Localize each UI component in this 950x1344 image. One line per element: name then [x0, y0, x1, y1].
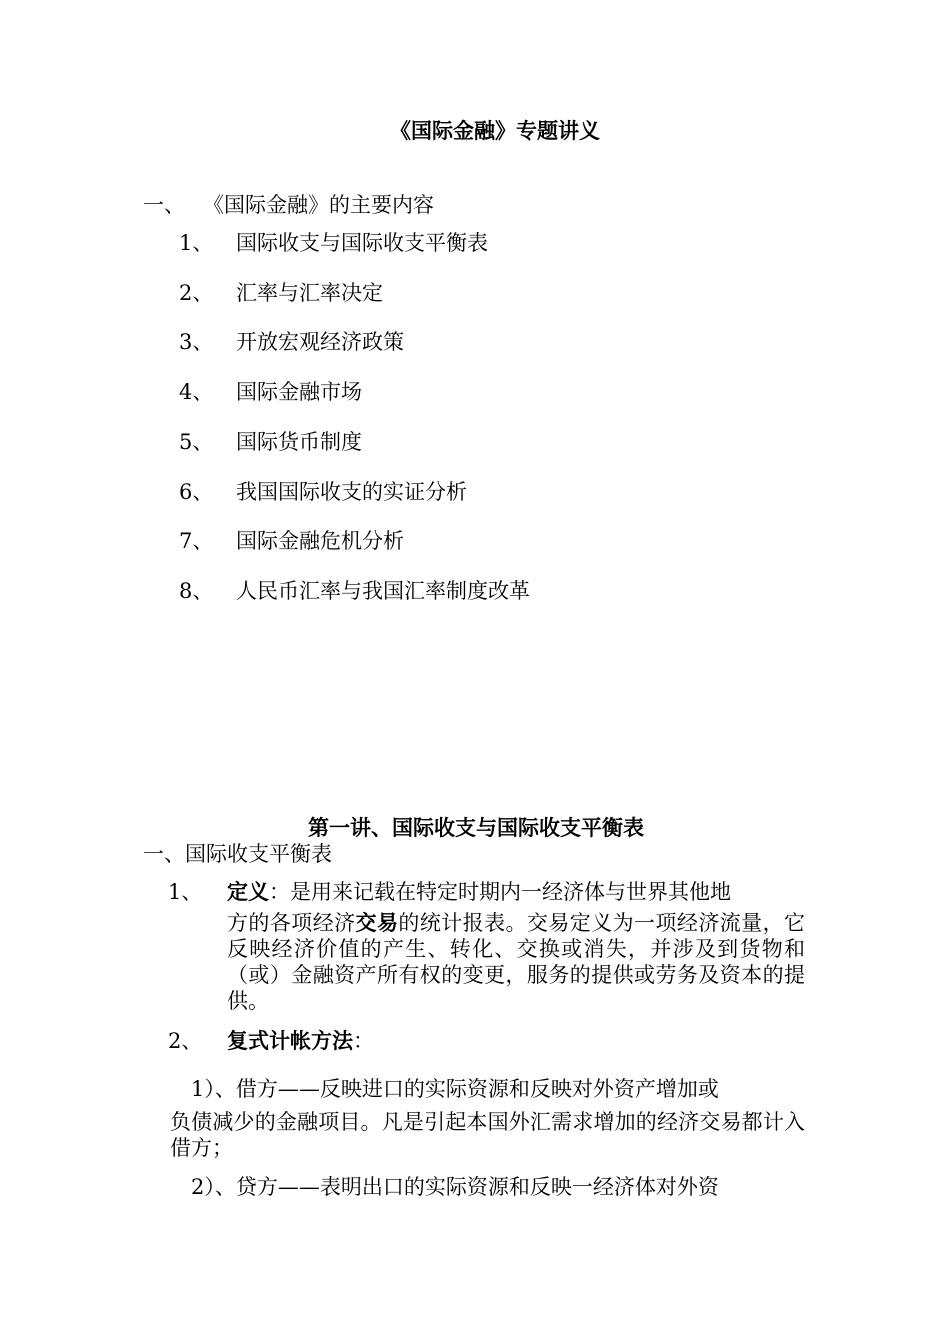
credit-first-line: 2）、贷方——表明出口的实际资源和反映一经济体对外资	[191, 1175, 719, 1199]
list-item-text: 汇率与汇率决定	[236, 281, 383, 305]
double-entry-label: 复式计帐方法	[227, 1028, 353, 1053]
definition-colon: ：	[269, 880, 290, 904]
list-item-text: 国际收支与国际收支平衡表	[236, 231, 488, 255]
definition-body	[227, 910, 805, 1014]
list-item-text: 国际金融市场	[236, 380, 362, 404]
page-title: 《国际金融》专题讲义	[390, 118, 600, 143]
definition-text-1: 方的各项经济	[227, 911, 356, 935]
list-item-number: 8、	[179, 579, 214, 603]
double-entry-colon: ：	[353, 1029, 374, 1053]
list-item-number: 3、	[179, 330, 214, 354]
list-item-text: 开放宏观经济政策	[236, 330, 404, 354]
definition-bold-term: 交易	[355, 910, 399, 935]
lecture-title: 第一讲、国际收支与国际收支平衡表	[308, 815, 644, 840]
debit-first-line: 1）、借方——反映进口的实际资源和反映对外资产增加或	[191, 1077, 719, 1101]
definition-line1: 是用来记载在特定时期内一经济体与世界其他地	[290, 880, 731, 904]
double-entry-number: 2、	[168, 1029, 203, 1053]
double-entry-heading	[227, 1025, 374, 1055]
debit-body: 负债减少的金融项目。凡是引起本国外汇需求增加的经济交易都计入借方；	[170, 1110, 805, 1160]
list-item-number: 5、	[179, 430, 214, 454]
definition-first-line	[227, 876, 731, 906]
list-item-number: 1、	[179, 231, 214, 255]
list-item-number: 4、	[179, 380, 214, 404]
section-heading: 《国际金融》的主要内容	[203, 193, 434, 217]
list-item-text: 我国国际收支的实证分析	[236, 480, 467, 504]
definition-text-2: 的统计报表。交易定义为一项经济流量，它反映经济价值的产生、转化、交换或消失，并涉及到货物和（或）金融资产所有权的变更，服务的提供或劳务及资本的提供。	[227, 911, 806, 1013]
list-item-number: 7、	[179, 529, 214, 553]
definition-number: 1、	[168, 880, 203, 904]
section-marker: 一、	[143, 193, 185, 217]
list-item-text: 国际金融危机分析	[236, 529, 404, 553]
subsection-heading: 一、国际收支平衡表	[143, 842, 332, 866]
list-item-number: 2、	[179, 281, 214, 305]
definition-label: 定义	[227, 879, 269, 904]
list-item-text: 人民币汇率与我国汇率制度改革	[236, 579, 530, 603]
list-item-number: 6、	[179, 480, 214, 504]
list-item-text: 国际货币制度	[236, 430, 362, 454]
